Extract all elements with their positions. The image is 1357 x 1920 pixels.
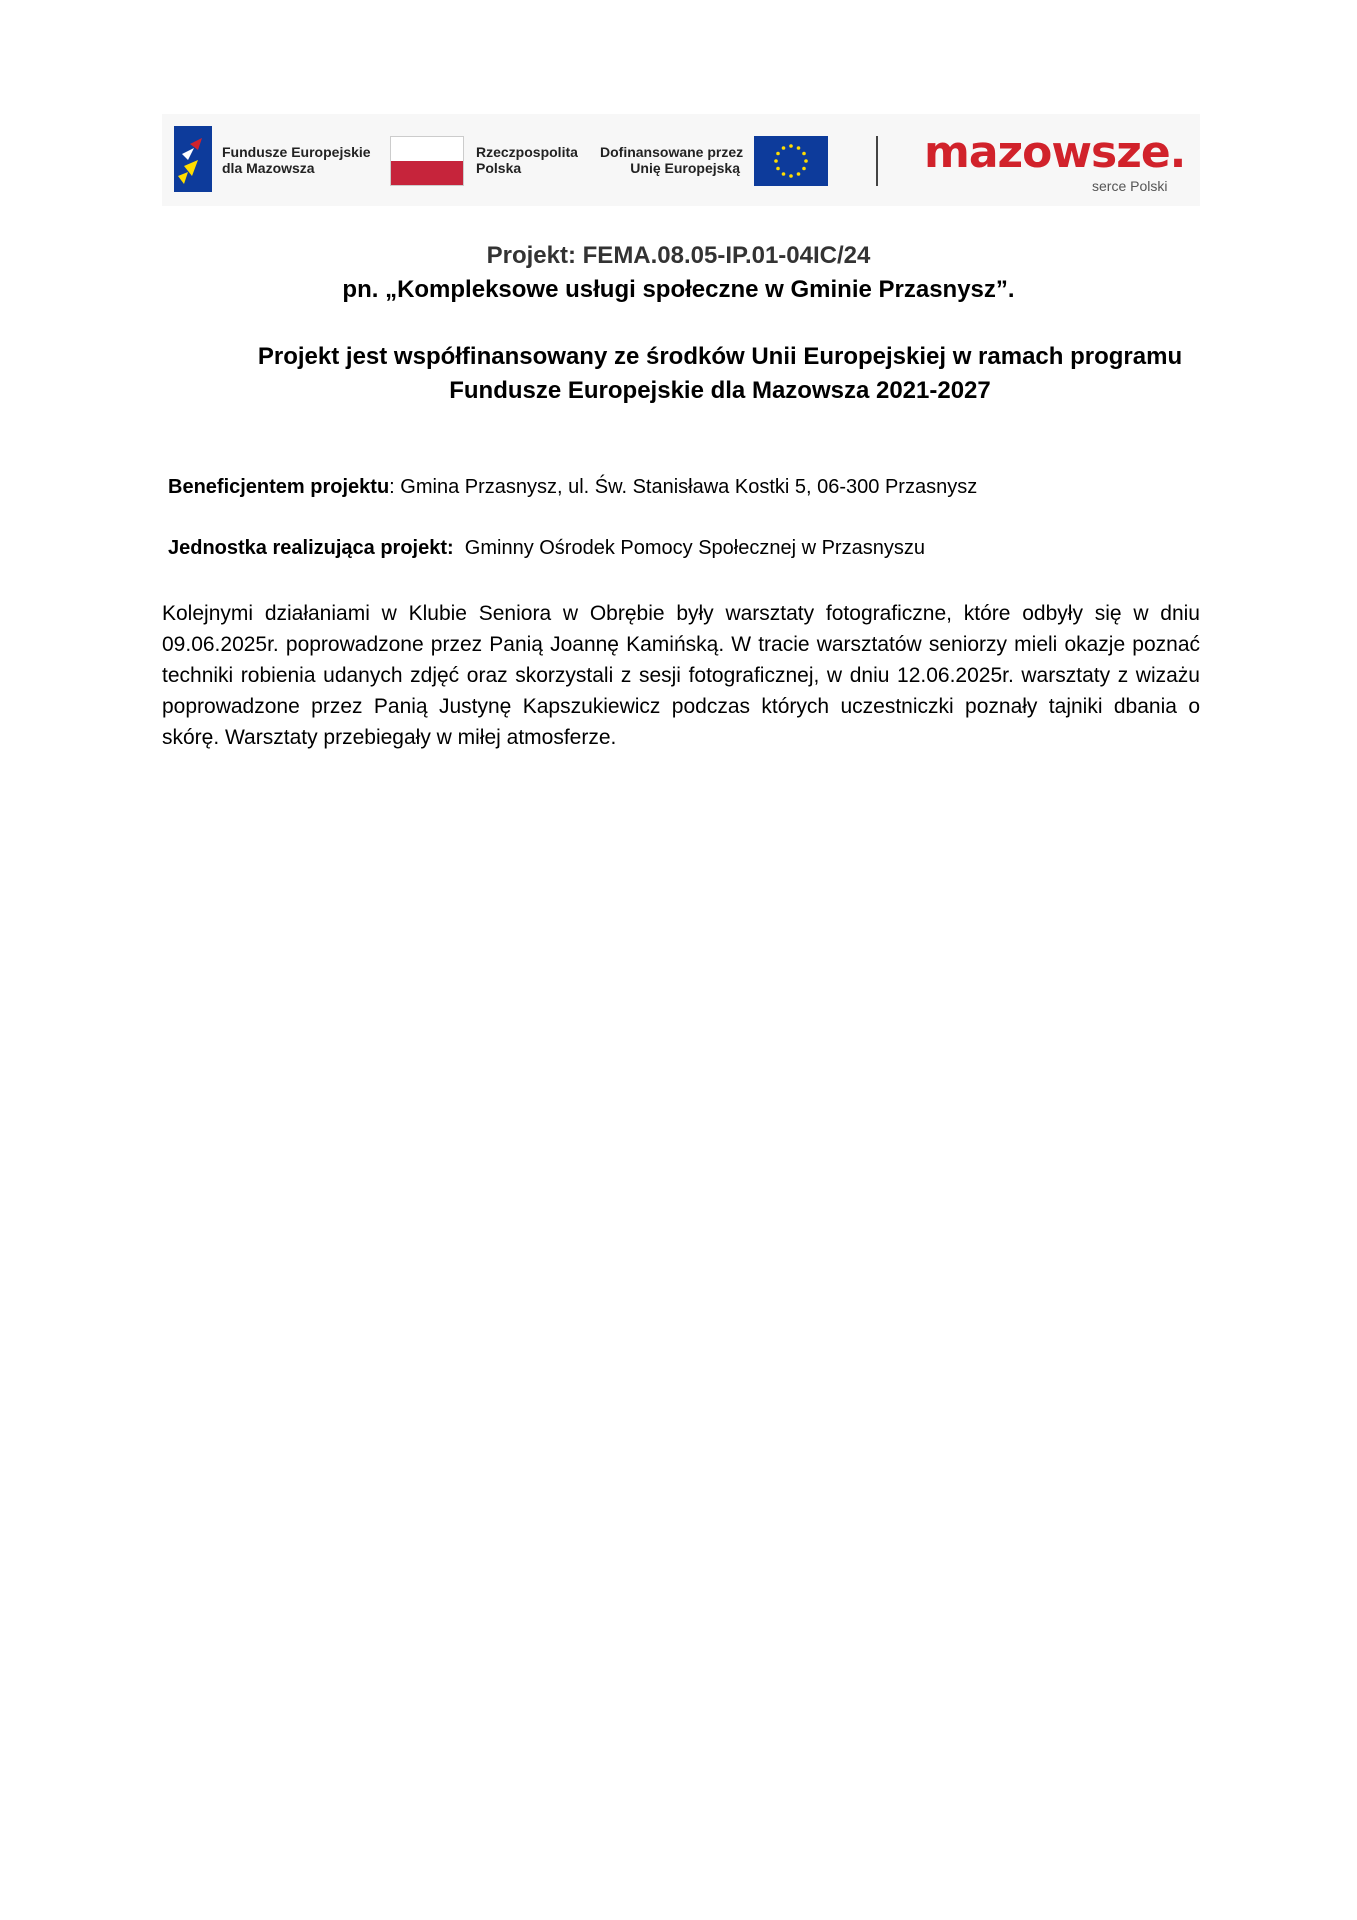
logo-divider xyxy=(876,136,878,186)
beneficiary-line xyxy=(168,476,977,499)
implementing-unit-label: Jednostka realizująca projekt: xyxy=(168,537,454,559)
mazowsze-wordmark: mazowsze. xyxy=(924,127,1186,178)
mazowsze-logo xyxy=(924,128,1184,198)
fundusze-europejskie-icon xyxy=(174,126,212,192)
implementing-unit-value: Gminny Ośrodek Pomocy Społecznej w Przasnyszu xyxy=(453,537,925,559)
project-name: pn. „Kompleksowe usługi społeczne w Gminie Przasnysz”. xyxy=(342,276,1015,303)
eu-logo-text: Dofinansowane przez Unię Europejską xyxy=(600,144,744,176)
body-paragraph: Kolejnymi działaniami w Klubie Seniora w Obrębie były warsztaty fotograficzne, które odbyły się w dniu 09.06.2025r. poprowadzone przez Panią Joannę Kamińską. W tracie warsztatów seniorzy mieli okazje poznać techniki robienia udanych zdjęć oraz skorzystali z sesji fotograficznej, w dniu 12.06.2025r. warsztaty z wizażu poprowadzone przez Panią Justynę Kapszukiewicz podczas których uczestniczki poznały tajniki dbania o skórę. Warsztaty przebiegały w miłej atmosferze. xyxy=(162,602,1200,749)
logo-strip xyxy=(162,114,1200,206)
mazowsze-tagline: serce Polski xyxy=(1092,178,1168,194)
cofinancing-line-2: Fundusze Europejskie dla Mazowsza 2021-2027 xyxy=(449,377,991,404)
fe-logo-text: Fundusze Europejskie dla Mazowsza xyxy=(222,144,371,176)
implementing-unit-line xyxy=(168,537,925,560)
cofinancing-line-1: Projekt jest współfinansowany ze środków Unii Europejskiej w ramach programu xyxy=(257,343,1183,370)
rp-logo-text: Rzeczpospolita Polska xyxy=(476,144,578,176)
beneficiary-label: Beneficjentem projektu xyxy=(168,476,390,498)
beneficiary-value: : Gmina Przasnysz, ul. Św. Stanisława Kostki 5, 06-300 Przasnysz xyxy=(389,476,978,498)
cofinancing-note xyxy=(250,340,1190,408)
eu-flag-icon xyxy=(754,136,828,186)
poland-flag-icon xyxy=(390,136,464,186)
project-code: Projekt: FEMA.08.05-IP.01-04IC/24 xyxy=(486,242,871,269)
